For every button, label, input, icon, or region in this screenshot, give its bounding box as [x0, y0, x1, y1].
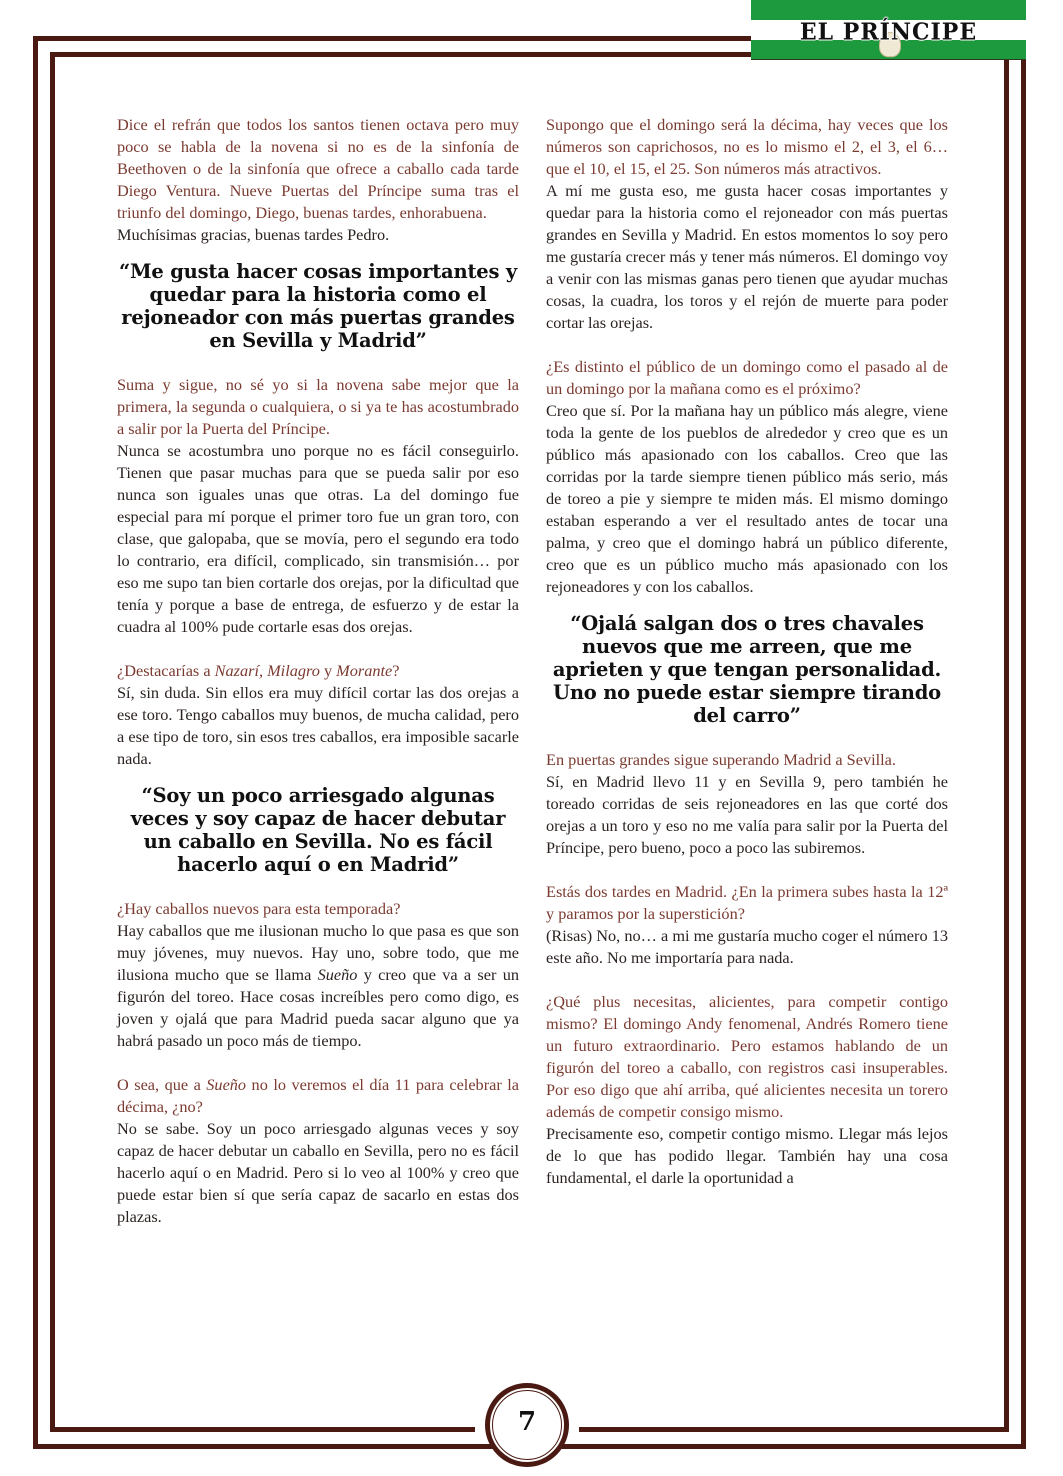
interview-question: Dice el refrán que todos los santos tienen octava pero muy poco se habla de la novena si no es de la sinfonía de Beethoven o de la sinfonía que ofrece a caballo cada tarde Diego Ventura. Nueve Puertas del Príncipe suma tras el triunfo del domingo, Diego, buenas tardes, enhorabuena.	[117, 115, 519, 222]
interview-answer: Muchísimas gracias, buenas tardes Pedro.	[117, 225, 390, 244]
horse-name: Sueño	[206, 1075, 247, 1094]
page-number-badge	[485, 1383, 575, 1473]
question-text: no lo veremos el día 11 para celebrar la décima, ¿no?	[117, 1075, 519, 1116]
horse-name: Morante	[336, 661, 393, 680]
interview-answer: Creo que sí. Por la mañana hay un público más alegre, viene toda la gente de los pueblos de alrededor y creo que es un público más apasionado con los caballos. Creo que las corridas por la tarde siempre tienen público más serio, más de toreo a pie y siempre te miden más. El mismo domingo estaban esperando a ver el resultado antes de tocar una palma, y creo que el domingo habrá un público diferente, creo que es un público mucho más apasionado con los rejoneadores y con los caballos.	[546, 401, 948, 596]
interview-answer: No se sabe. Soy un poco arriesgado algunas veces y soy capaz de hacer debutar un caballo en Sevilla, pero no es fácil hacerlo aquí o en Madrid. Pero si lo veo al 100% y creo que puede estar bien sí que sería capaz de sacarlo en estas dos plazas.	[117, 1119, 519, 1226]
answer-text: y creo que va a ser un figurón del toreo. Hace cosas increíbles pero como digo, es joven y ojalá que para Madrid pueda sacar alguno que ya habrá pasado un poco más de tiempo.	[117, 965, 520, 1050]
masthead-title: EL PRÍNCIPE	[799, 18, 978, 46]
flag-stripe-top	[751, 0, 1026, 20]
pull-quote: “Ojalá salgan dos o tres chavales nuevos que me arreen, que me aprieten y que tengan personalidad. Uno no puede estar siempre tirando del carro”	[552, 612, 942, 727]
interview-question: ¿Hay caballos nuevos para esta temporada?	[117, 899, 401, 918]
left-column	[117, 114, 519, 1228]
interview-question: ¿Qué plus necesitas, alicientes, para competir contigo mismo? El domingo Andy fenomenal, Andrés Romero tiene un futuro extraordinario. Pero estamos hablando de un figurón del toreo a caballo, con registros casi insuperables. Por eso digo que ahí arriba, qué alicientes necesita un torero además de competir consigo mismo.	[546, 992, 948, 1121]
interview-answer: Precisamente eso, competir contigo mismo. Llegar más lejos de lo que has podido llegar. También hay una cosa fundamental, el darle la oportunidad a	[546, 1124, 948, 1187]
interview-question: Suma y sigue, no sé yo si la novena sabe mejor que la primera, la segunda o cualquiera, o si ya te has acostumbrado a salir por la Puerta del Príncipe.	[117, 375, 519, 438]
interview-answer: Sí, sin duda. Sin ellos era muy difícil cortar las dos orejas a ese toro. Tengo caballos muy buenos, de mucha calidad, pero a ese tipo de toro, sin esos tres caballos, era imposible sacarle nada.	[117, 683, 519, 768]
interview-answer: A mí me gusta eso, me gusta hacer cosas importantes y quedar para la historia como el rejoneador con más puertas grandes en Sevilla y Madrid. En estos momentos lo soy pero me gustaría crecer más y tener más números. El domingo voy a venir con las mismas ganas pero tienen que ayudar muchas cosas, la cuadra, los toros y el rejón de muerte para poder cortar las orejas.	[546, 181, 948, 332]
answer-text: Hay caballos que me ilusionan mucho lo que pasa es que son muy jóvenes, muy nuevos. Hay uno, sobre todo, que me ilusiona mucho que se llama	[117, 921, 519, 984]
horse-name: Sueño	[317, 965, 358, 984]
masthead-logo	[751, 19, 1026, 44]
interview-answer	[117, 920, 519, 1052]
horse-names: Nazarí, Milagro	[214, 661, 320, 680]
interview-question: Supongo que el domingo será la décima, hay veces que los números son caprichosos, no es lo mismo el 2, el 3, el 6… que el 10, el 15, el 25. Son números más atractivos.	[546, 115, 948, 178]
interview-question	[117, 660, 519, 682]
interview-question: ¿Es distinto el público de un domingo como el pasado al de un domingo por la mañana como es el próximo?	[546, 357, 948, 398]
interview-answer: Nunca se acostumbra uno porque no es fácil conseguirlo. Tienen que pasar muchas para que se pueda salir por eso nunca son iguales unas que otras. La del domingo fue especial para mí porque el primer toro fue un gran toro, con clase, que galopaba, que se movía, pero el segundo era todo lo contrario, era difícil, complicado, sin transmisión… por eso me supo tan bien cortarle dos orejas, por la dificultad que tenía y porque a base de entrega, de esfuerzo y de estar la cuadra al 100% pude cortarle esas dos orejas.	[117, 441, 519, 636]
interview-question: En puertas grandes sigue superando Madrid a Sevilla.	[546, 750, 896, 769]
page-number: 7	[517, 1407, 537, 1437]
question-text: ¿Destacarías a	[117, 661, 215, 680]
question-text: y	[319, 661, 337, 680]
interview-question	[117, 1074, 519, 1118]
right-column	[546, 114, 948, 1189]
interview-answer: Sí, en Madrid llevo 11 y en Sevilla 9, pero también he toreado corridas de seis rejoneadores en las que corté dos orejas a un toro y eso no me valía para salir por la Puerta del Príncipe, pero bueno, poco a poco las subiremos.	[546, 772, 948, 857]
pull-quote: “Me gusta hacer cosas importantes y quedar para la historia como el rejoneador con más puertas grandes en Sevilla y Madrid”	[119, 260, 517, 352]
question-text: O sea, que a	[117, 1075, 207, 1094]
question-text: ?	[392, 661, 400, 680]
interview-answer: (Risas) No, no… a mi me gustaría mucho coger el número 13 este año. No me importaría para nada.	[546, 926, 948, 967]
interview-question: Estás dos tardes en Madrid. ¿En la primera subes hasta la 12ª y paramos por la superstición?	[546, 882, 948, 923]
pull-quote: “Soy un poco arriesgado algunas veces y soy capaz de hacer debutar un caballo en Sevilla. No es fácil hacerlo aquí o en Madrid”	[130, 784, 506, 876]
masthead-flag	[751, 0, 1026, 60]
